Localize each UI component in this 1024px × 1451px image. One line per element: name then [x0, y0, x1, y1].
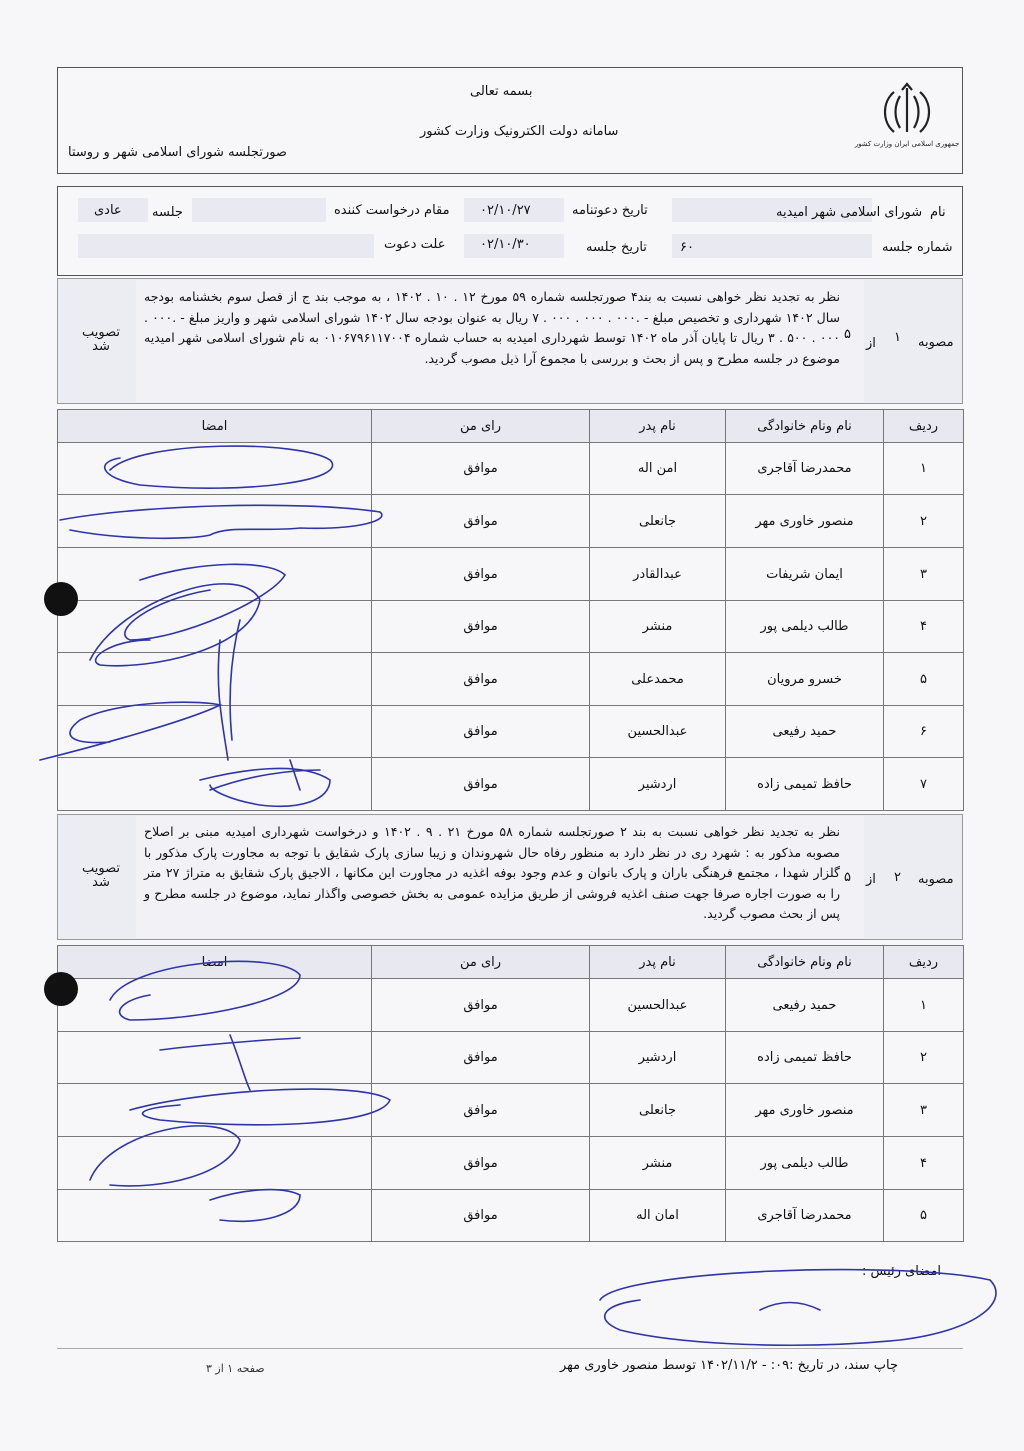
punch-hole [44, 582, 78, 616]
resolution-1-status: تصویب شد [82, 325, 120, 354]
name-value: شورای اسلامی شهر امیدیه [776, 205, 923, 220]
session-label: جلسه [152, 205, 183, 220]
signature-cell [58, 548, 372, 601]
table-row: ۳ منصور خاوری مهر جانعلی موافق [58, 1084, 964, 1137]
print-info: چاپ سند، در تاریخ :۰۹: - ۱۴۰۲/۱۱/۲ توسط منصور خاوری مهر [560, 1358, 898, 1373]
table-row: ۷ حافظ تمیمی زاده اردشیر موافق [58, 758, 964, 811]
resolution-2-number: ۲ [894, 870, 901, 885]
table-row: ۶ حمید رفیعی عبدالحسین موافق [58, 706, 964, 758]
table-row: ۴ طالب دیلمی پور منشر موافق [58, 1137, 964, 1190]
col-full-name: نام ونام خانوادگی [726, 946, 884, 979]
document-type: صورتجلسه شورای اسلامی شهر و روستا [68, 145, 287, 160]
resolution-2-text: نظر به تجدید نظر خواهی نسبت به بند ۲ صورتجلسه شماره ۵۸ مورخ ۲۱ . ۹ . ۱۴۰۲ و درخواست شهرداری امیدیه مبنی بر اصلاح مصوبه مذکور به : شهرد ری در نظر دارد به منظور رفاه حال شهروندان و زیبا سازی پارک شقایق با توجه به مجاورت پارک مذکور با گلزار شهدا ، مجتمع فرهنگی باران و پارک بانوان و عدم وجود بوفه اغذیه در مجاورت این مکانها ، الاجیق پارک شقایق به متراژ ۲۷ متر را به صورت اجاره صرفا جهت صنف اغذیه فروشی از طریق مزایده عمومی به بخش خصوصی واگذار نماید، موضوع در جلسه مطرح و پس از بحث مصوب گردید. [144, 824, 841, 921]
col-full-name: نام ونام خانوادگی [726, 410, 884, 443]
invite-date-value: ۰۲/۱۰/۲۷ [480, 203, 531, 218]
resolution-2-of: از [866, 872, 876, 887]
session-number-value: ۶۰ [680, 240, 694, 255]
invite-date-label: تاریخ دعوتنامه [572, 203, 648, 218]
signature-cell [58, 653, 372, 706]
resolution-1-of: از [866, 336, 876, 351]
signature-cell [58, 1032, 372, 1084]
signature-cell [58, 1084, 372, 1137]
col-vote: رای من [372, 410, 590, 443]
table-row: ۳ ایمان شریفات عبدالقادر موافق [58, 548, 964, 601]
signature-cell [58, 1190, 372, 1242]
col-vote: رای من [372, 946, 590, 979]
table-row: ۴ طالب دیلمی پور منشر موافق [58, 601, 964, 653]
table-row: ۲ منصور خاوری مهر جانعلی موافق [58, 495, 964, 548]
col-father-name: نام پدر [590, 410, 726, 443]
resolution-1-text: نظر به تجدید نظر خواهی نسبت به بند۴ صورتجلسه شماره ۵۹ مورخ ۱۲ . ۱۰ . ۱۴۰۲ ، به موجب بند ج از فصل سوم بخشنامه بودجه سال ۱۴۰۲ شهرداری و تخصیص مبلغ - .۰۰۰ . ۰۰۰ . ۰۰۰ . ۷ ریال به عنوان بودجه سال ۱۴۰۲ شورای اسلامی شهر و واریز مبلغ - .۰۰۰ . ۰۰۰ . ۵۰۰ . ۳ ریال تا پایان آذر ماه ۱۴۰۲ توسط شهرداری امیدیه به حساب شماره ۰۱۰۶۷۹۶۱۱۷۰۰۴ به نام شورای اسلامی شهر امیدیه موضوع در جلسه مطرح و پس از بحث و بررسی با مجموع آرا ذیل مصوب گردید. [144, 289, 841, 366]
resolution-1-number: ۱ [894, 330, 901, 345]
signature-cell [58, 443, 372, 495]
session-date-label: تاریخ جلسه [586, 240, 647, 255]
footer-divider [57, 1348, 963, 1349]
signature-cell [58, 495, 372, 548]
iran-emblem-icon [854, 80, 960, 165]
resolution-1-total: ۵ [844, 327, 851, 342]
name-label: نام [930, 205, 946, 220]
col-row-number: ردیف [884, 410, 964, 443]
requester-label: مقام درخواست کننده [334, 203, 450, 218]
signature-cell [58, 1137, 372, 1190]
table-row: ۵ خسرو مرویان محمدعلی موافق [58, 653, 964, 706]
resolution-2-label: مصوبه [918, 872, 954, 887]
chair-signature-label: امضای رئیس : [862, 1264, 942, 1279]
signature-cell [58, 979, 372, 1032]
table-row: ۵ محمدرضا آقاجری امان اله موافق [58, 1190, 964, 1242]
svg-text:جمهوری اسلامی ایران وزارت کشور: جمهوری اسلامی ایران وزارت کشور [854, 140, 960, 148]
resolution-1-votes-table [57, 409, 964, 811]
session-value: عادی [94, 203, 122, 218]
resolution-2-votes-table [57, 945, 964, 1242]
punch-hole [44, 972, 78, 1006]
col-row-number: ردیف [884, 946, 964, 979]
col-signature: امضا [58, 410, 372, 443]
page-number: صفحه ۱ از ۳ [206, 1362, 265, 1375]
system-name: سامانه دولت الکترونیک وزارت کشور [420, 124, 619, 139]
table-row: ۱ محمدرضا آقاجری امن اله موافق [58, 443, 964, 495]
resolution-1-label: مصوبه [918, 335, 954, 350]
bismillah: بسمه تعالی [470, 84, 533, 99]
resolution-2-status: تصویب شد [82, 861, 120, 890]
col-father-name: نام پدر [590, 946, 726, 979]
table-row: ۱ حمید رفیعی عبدالحسین موافق [58, 979, 964, 1032]
table-row: ۲ حافظ تمیمی زاده اردشیر موافق [58, 1032, 964, 1084]
session-number-label: شماره جلسه [882, 240, 953, 255]
signature-cell [58, 601, 372, 653]
col-signature: امضا [58, 946, 372, 979]
resolution-2-total: ۵ [844, 870, 851, 885]
invite-reason-label: علت دعوت [384, 237, 446, 252]
session-date-value: ۰۲/۱۰/۳۰ [480, 237, 531, 252]
signature-cell [58, 758, 372, 811]
signature-cell [58, 706, 372, 758]
